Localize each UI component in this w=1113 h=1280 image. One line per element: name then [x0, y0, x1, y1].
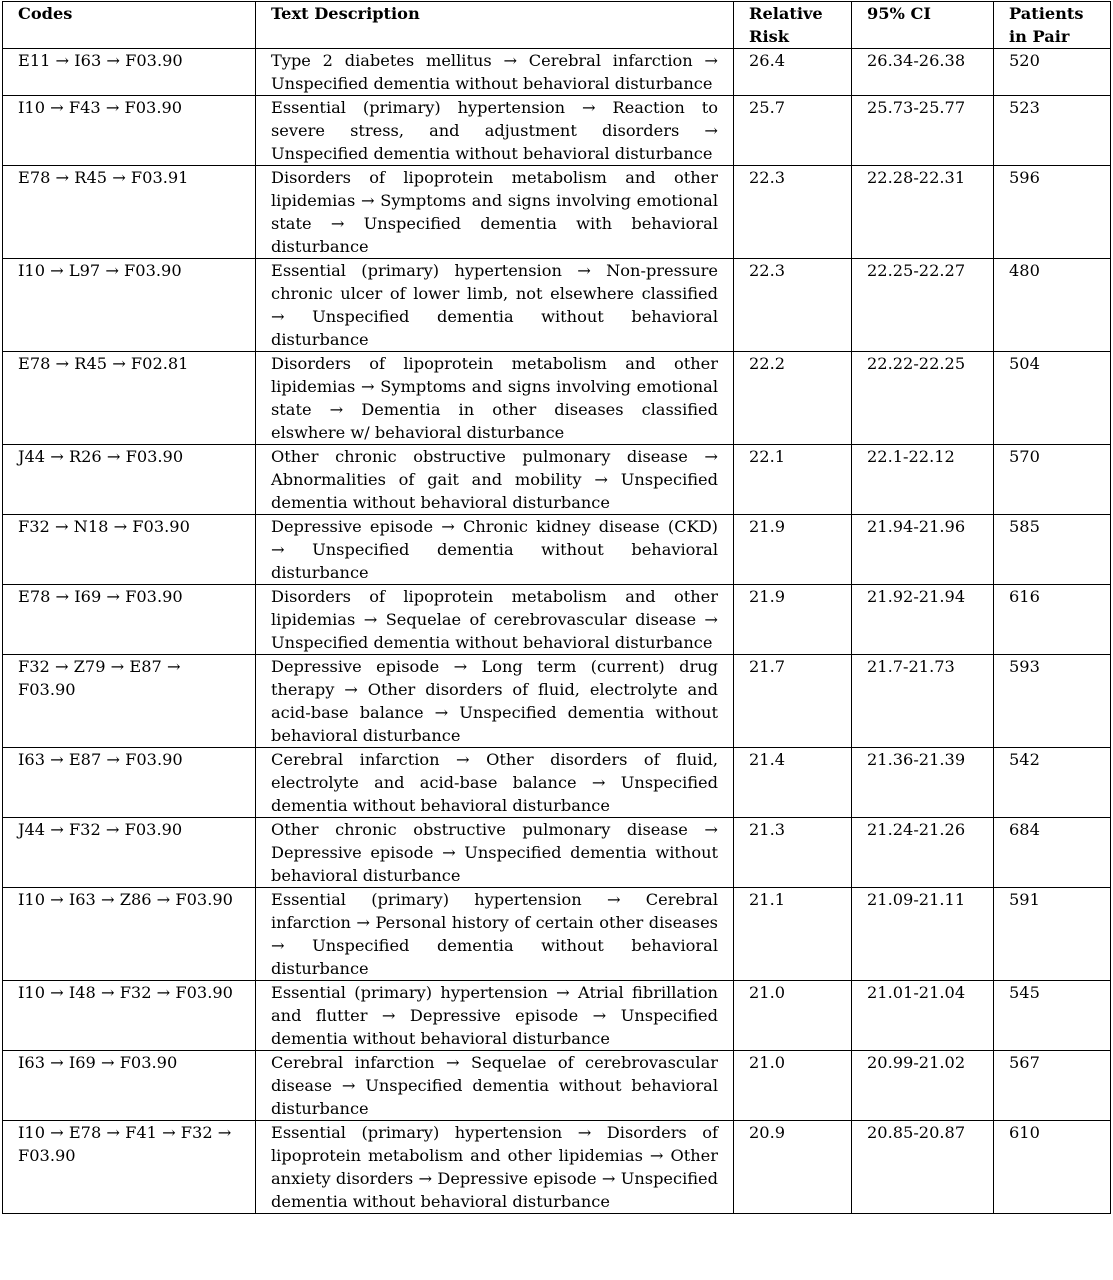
cell-codes: E78 → R45 → F03.91	[3, 166, 256, 259]
table-row	[3, 585, 1111, 655]
cell-description: Disorders of lipoprotein metabolism and other lipidemias → Sequelae of cerebrovascular disease → Unspecified dementia without behavioral disturbance	[256, 585, 734, 655]
cell-relative-risk: 21.9	[734, 585, 852, 655]
cell-description: Disorders of lipoprotein metabolism and other lipidemias → Symptoms and signs involving emotional state → Unspecified dementia with behavioral disturbance	[256, 166, 734, 259]
cell-ci: 26.34-26.38	[852, 49, 994, 96]
table-row	[3, 981, 1111, 1051]
cell-codes: E11 → I63 → F03.90	[3, 49, 256, 96]
cell-description: Cerebral infarction → Other disorders of fluid, electrolyte and acid-base balance → Unspecified dementia without behavioral disturbance	[256, 748, 734, 818]
table-row	[3, 352, 1111, 445]
cell-description: Other chronic obstructive pulmonary disease → Depressive episode → Unspecified dementia without behavioral disturbance	[256, 818, 734, 888]
cell-codes: I10 → I63 → Z86 → F03.90	[3, 888, 256, 981]
cell-relative-risk: 22.2	[734, 352, 852, 445]
cell-codes: F32 → Z79 → E87 → F03.90	[3, 655, 256, 748]
cell-patients: 610	[994, 1121, 1111, 1214]
cell-relative-risk: 21.7	[734, 655, 852, 748]
cell-codes: I63 → E87 → F03.90	[3, 748, 256, 818]
cell-codes: I10 → I48 → F32 → F03.90	[3, 981, 256, 1051]
cell-patients: 504	[994, 352, 1111, 445]
cell-codes: I10 → E78 → F41 → F32 → F03.90	[3, 1121, 256, 1214]
table-row	[3, 166, 1111, 259]
cell-codes: F32 → N18 → F03.90	[3, 515, 256, 585]
cell-ci: 20.85-20.87	[852, 1121, 994, 1214]
table-row	[3, 818, 1111, 888]
cell-codes: J44 → R26 → F03.90	[3, 445, 256, 515]
cell-relative-risk: 26.4	[734, 49, 852, 96]
results-table	[2, 1, 1111, 1214]
cell-description: Depressive episode → Chronic kidney disease (CKD) → Unspecified dementia without behavioral disturbance	[256, 515, 734, 585]
table-row	[3, 96, 1111, 166]
cell-ci: 21.92-21.94	[852, 585, 994, 655]
cell-relative-risk: 21.0	[734, 981, 852, 1051]
header-codes: Codes	[3, 2, 256, 49]
cell-ci: 22.28-22.31	[852, 166, 994, 259]
cell-ci: 21.09-21.11	[852, 888, 994, 981]
cell-description: Essential (primary) hypertension → Cerebral infarction → Personal history of certain other diseases → Unspecified dementia without behavioral disturbance	[256, 888, 734, 981]
cell-patients: 480	[994, 259, 1111, 352]
cell-relative-risk: 22.1	[734, 445, 852, 515]
cell-patients: 591	[994, 888, 1111, 981]
cell-codes: I10 → F43 → F03.90	[3, 96, 256, 166]
cell-description: Essential (primary) hypertension → Non-pressure chronic ulcer of lower limb, not elsewhere classified → Unspecified dementia without behavioral disturbance	[256, 259, 734, 352]
table-row	[3, 748, 1111, 818]
table-row	[3, 655, 1111, 748]
cell-relative-risk: 25.7	[734, 96, 852, 166]
cell-ci: 22.1-22.12	[852, 445, 994, 515]
cell-relative-risk: 21.9	[734, 515, 852, 585]
table-row	[3, 888, 1111, 981]
cell-patients: 523	[994, 96, 1111, 166]
cell-patients: 542	[994, 748, 1111, 818]
cell-codes: I63 → I69 → F03.90	[3, 1051, 256, 1121]
cell-ci: 21.7-21.73	[852, 655, 994, 748]
cell-ci: 21.24-21.26	[852, 818, 994, 888]
cell-patients: 567	[994, 1051, 1111, 1121]
cell-patients: 616	[994, 585, 1111, 655]
header-text-description: Text Description	[256, 2, 734, 49]
table-row	[3, 49, 1111, 96]
cell-patients: 545	[994, 981, 1111, 1051]
cell-relative-risk: 21.0	[734, 1051, 852, 1121]
cell-description: Essential (primary) hypertension → Disorders of lipoprotein metabolism and other lipidemias → Other anxiety disorders → Depressive episode → Unspecified dementia without behavioral disturbance	[256, 1121, 734, 1214]
cell-ci: 25.73-25.77	[852, 96, 994, 166]
cell-codes: E78 → I69 → F03.90	[3, 585, 256, 655]
cell-description: Type 2 diabetes mellitus → Cerebral infarction → Unspecified dementia without behavioral disturbance	[256, 49, 734, 96]
cell-patients: 585	[994, 515, 1111, 585]
cell-description: Essential (primary) hypertension → Reaction to severe stress, and adjustment disorders → Unspecified dementia without behavioral disturbance	[256, 96, 734, 166]
table-header	[3, 2, 1111, 49]
table-row	[3, 445, 1111, 515]
table-row	[3, 515, 1111, 585]
header-ci: 95% CI	[852, 2, 994, 49]
table-row	[3, 1121, 1111, 1214]
cell-ci: 21.01-21.04	[852, 981, 994, 1051]
header-row	[3, 2, 1111, 49]
cell-description: Essential (primary) hypertension → Atrial fibrillation and flutter → Depressive episode → Unspecified dementia without behavioral disturbance	[256, 981, 734, 1051]
table-row	[3, 1051, 1111, 1121]
cell-relative-risk: 20.9	[734, 1121, 852, 1214]
cell-ci: 21.94-21.96	[852, 515, 994, 585]
cell-ci: 22.25-22.27	[852, 259, 994, 352]
header-patients: Patients in Pair	[994, 2, 1111, 49]
cell-relative-risk: 22.3	[734, 259, 852, 352]
header-relative-risk: Relative Risk	[734, 2, 852, 49]
cell-codes: J44 → F32 → F03.90	[3, 818, 256, 888]
cell-description: Other chronic obstructive pulmonary disease → Abnormalities of gait and mobility → Unspecified dementia without behavioral disturbance	[256, 445, 734, 515]
cell-patients: 684	[994, 818, 1111, 888]
cell-description: Depressive episode → Long term (current) drug therapy → Other disorders of fluid, electrolyte and acid-base balance → Unspecified dementia without behavioral disturbance	[256, 655, 734, 748]
cell-relative-risk: 21.4	[734, 748, 852, 818]
cell-relative-risk: 22.3	[734, 166, 852, 259]
cell-relative-risk: 21.1	[734, 888, 852, 981]
cell-codes: E78 → R45 → F02.81	[3, 352, 256, 445]
cell-patients: 570	[994, 445, 1111, 515]
table-body	[3, 49, 1111, 1214]
cell-patients: 520	[994, 49, 1111, 96]
cell-relative-risk: 21.3	[734, 818, 852, 888]
cell-description: Cerebral infarction → Sequelae of cerebrovascular disease → Unspecified dementia without behavioral disturbance	[256, 1051, 734, 1121]
cell-ci: 20.99-21.02	[852, 1051, 994, 1121]
cell-ci: 21.36-21.39	[852, 748, 994, 818]
cell-ci: 22.22-22.25	[852, 352, 994, 445]
cell-patients: 593	[994, 655, 1111, 748]
cell-codes: I10 → L97 → F03.90	[3, 259, 256, 352]
table-row	[3, 259, 1111, 352]
cell-patients: 596	[994, 166, 1111, 259]
cell-description: Disorders of lipoprotein metabolism and other lipidemias → Symptoms and signs involving emotional state → Dementia in other diseases classified elswhere w/ behavioral disturbance	[256, 352, 734, 445]
